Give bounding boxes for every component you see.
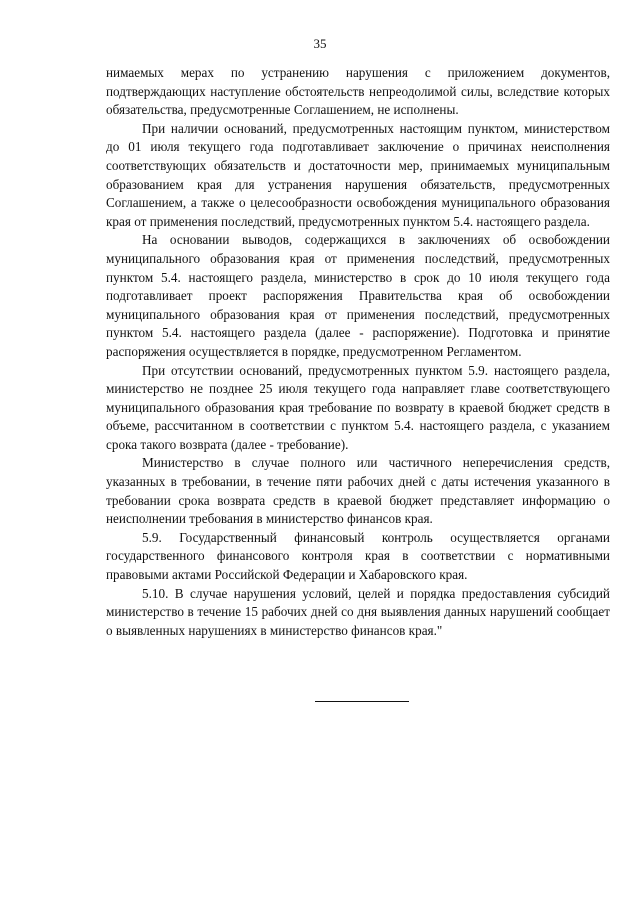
end-of-text-rule bbox=[315, 701, 409, 702]
paragraph-5-9-financial-control: 5.9. Государственный финансовый контроль осуществляется органами государственного финансового контроля края в соответствии с нормативными правовыми актами Российской Федерации и Хабаровского края. bbox=[106, 529, 610, 583]
paragraph-refund-demand: При отсутствии оснований, предусмотренных пунктом 5.9. настоящего раздела, министерство не позднее 25 июля текущего года направляет главе соответствующего муниципального образования края требование по возврату в краевой бюджет средств в объеме, рассчитанном в соответствии с пунктом 5.4. настоящего раздела, с указанием срока такого возврата (далее - требование). bbox=[106, 362, 610, 452]
document-body bbox=[106, 64, 610, 640]
page-number: 35 bbox=[313, 36, 327, 51]
paragraph-conclusion-preparation: При наличии оснований, предусмотренных настоящим пунктом, министерством до 01 июля текущего года подготавливает заключение о причинах неисполнения соответствующих обязательств и достаточности мер, принимаемых муниципальным образованием края для устранения нарушения обязательств, предусмотренных Соглашением, а также о целесообразности освобождения муниципального образования края от применения последствий, предусмотренных пунктом 5.4. настоящего раздела. bbox=[106, 120, 610, 229]
paragraph-nonpayment-report: Министерство в случае полного или частичного неперечисления средств, указанных в требовании, в течение пяти рабочих дней с даты истечения указанного в требовании срока возврата средств в краевой бюджет представляет информацию о неисполнении требования в министерство финансов края. bbox=[106, 455, 610, 527]
paragraph-exemption-order: На основании выводов, содержащихся в заключениях об освобождении муниципального образования края от применения последствий, предусмотренных пунктом 5.4. настоящего раздела, министерство в срок до 10 июля текущего года подготавливает проект распоряжения Правительства края об освобождении муниципального образования края от применения последствий, предусмотренных пунктом 5.4. настоящего раздела (далее - распоряжение). Подготовка и принятие распоряжения осуществляется в порядке, предусмотренном Регламентом. bbox=[106, 232, 610, 359]
paragraph-continuation: нимаемых мерах по устранению нарушения с приложением документов, подтверждающих наступление обстоятельств непреодолимой силы, вследствие которых обязательства, предусмотренные Соглашением, не исполнены. bbox=[106, 65, 610, 118]
paragraph-5-10-violation-notice: 5.10. В случае нарушения условий, целей и порядка предоставления субсидий министерство в течение 15 рабочих дней со дня выявления данных нарушений сообщает о выявленных нарушениях в министерство финансов края." bbox=[106, 585, 610, 638]
